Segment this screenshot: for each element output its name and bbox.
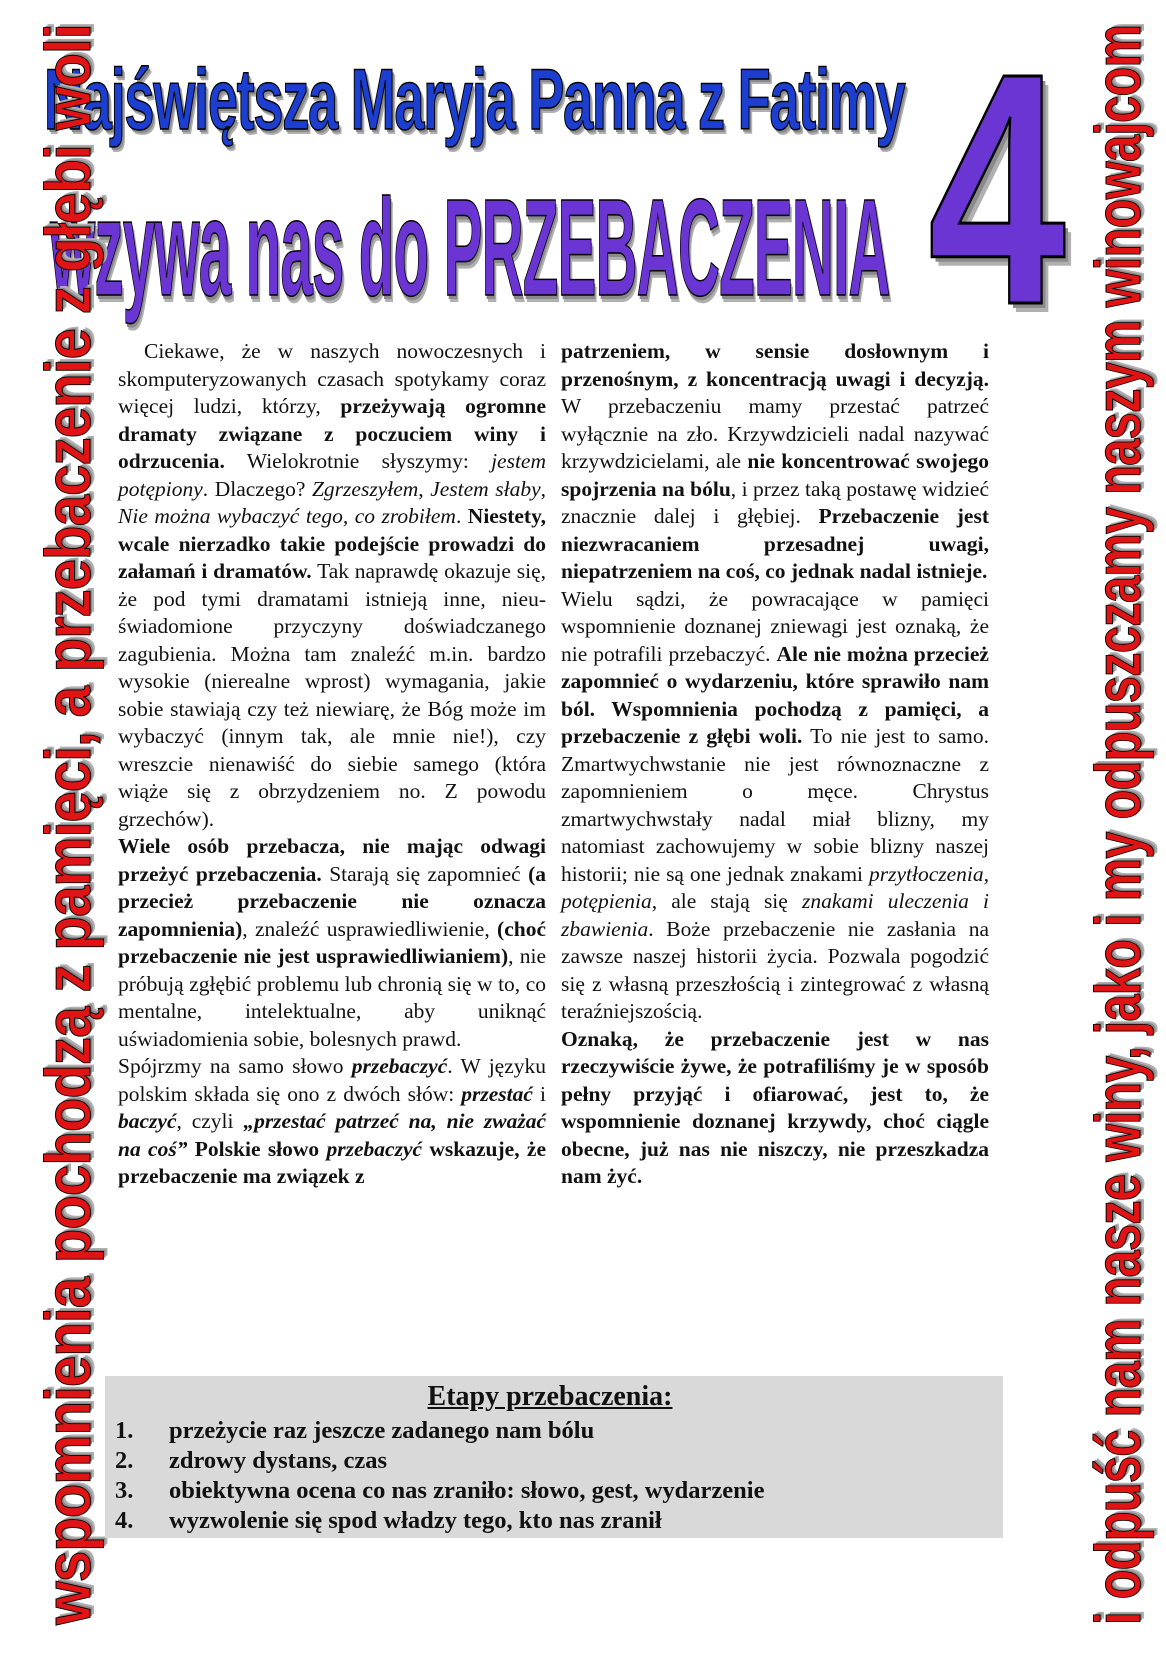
text-run: patrzeniem, w sensie dosłownym i przenośnym, z koncentracją uwagi i decyzją. [561,339,989,391]
page-title-line-2: wzywa nas do PRZEBACZENIA [50,171,890,325]
text-run: przebaczyć [326,1136,423,1161]
text-run: znakami uleczenia i zbawienia [561,889,990,941]
text-run: Zgrzeszyłem [311,476,419,501]
text-run: Wielu sądzi, że powracające w pamięci wspomnienie doznanej zniewagi jest oznaką, że nie potrafili przebaczyć. [561,586,989,666]
text-run: Oznaką, że przebaczenie jest w nas rzeczywiście żywe, że potrafiliśmy je w sposób pełny przyjąć i ofiarować, jest to, że wspomnienie doznanej krzywdy, choć ciągle obecne, już nas nie niszczy, nie przeszkadza nam żyć. [561,1026,989,1188]
text-run: Niestety, wcale nierzadko takie podejście prowadzi do załamań i dramatów. [118,504,547,583]
text-run: Polskie słowo [187,1136,327,1161]
stage-number: 4. [115,1507,134,1534]
text-run: . Dlaczego? [202,476,312,501]
text-run: , czyli [176,1109,244,1133]
text-run: Przebaczenie jest niezwracaniem przesadnej uwagi, niepatrzeniem na coś, co jednak nadal istnieje. [561,504,989,583]
text-run: przeżywają ogromne dramaty związane z poczuciem winy i odrzucenia. [118,394,546,473]
text-run: nie koncentrować swojego spojrzenia na bólu [561,449,989,501]
text-run: Nie można wybaczyć tego, co zrobiłem [118,504,456,528]
stages-title: Etapy przebaczenia: [427,1381,673,1412]
stage-number: 1. [115,1417,134,1444]
text-run: wskazuje, że przebaczenie ma związek z [118,1136,546,1188]
text-run: przebaczyć [351,1054,448,1078]
text-run: i [532,1081,546,1106]
stage-number: 3. [115,1477,134,1504]
stage-text: przeżycie raz jeszcze zadanego nam bólu [169,1417,595,1444]
side-quote-left: wspomnienia pochodzą z pamięci, a przebaczenie z głębi woli [32,24,104,1626]
stage-item [115,1506,985,1536]
text-run: Jestem słaby [430,476,541,501]
text-run: (choć przebaczenie nie jest usprawiedliwianiem) [118,916,546,968]
text-run: , [418,476,431,501]
text-run: przytłoczenia, potępienia [561,861,989,913]
text-run: Wiele osób przebacza, nie mając odwagi przeżyć przebaczenia. [118,834,546,886]
text-run: Tak naprawdę okazuje się, że pod tymi dramatami istnieją inne, nieuświadomione przyczyny doświadczanego zagubienia. Można tam znaleźć m.in. bardzo wysokie (nierealne wprost) wymagania, jakie sobie stawiają czy też niewiarę, że Bóg może im wybaczyć (innym tak, ale mnie nie!), czy wreszcie nienawiść do siebie samego (która wiąże się z obrzydzeniem no. Z powodu grzechów). [118,559,546,831]
text-run: , ale stają się [651,889,802,913]
stage-text: obiektywna ocena co nas zraniło: słowo, gest, wydarzenie [169,1477,765,1504]
article-column-right [561,338,989,1191]
text-run: , [540,476,546,501]
page-title-line-1: Najświętsza Maryja Panna z Fatimy [44,52,905,148]
text-run: przestać [461,1081,533,1106]
text-run: W przebaczeniu mamy przestać patrzeć wyłącznie na zło. Krzywdzicieli nadal nazywać krzywdzicielami, ale [561,394,989,473]
side-quote-right: i odpuść nam nasze winy, jako i my odpuszczamy naszym winowajcom [1082,24,1154,1625]
text-run: . [455,504,468,528]
text-run: Ale nie można przecież zapomnieć o wydarzeniu, które sprawiło nam ból. Wspomnienia pochodzą z pamięci, a przebaczenie z głębi woli. [561,641,989,748]
article-text-left [118,338,546,1191]
text-run: jestem potępiony [118,449,546,501]
text-run: „przestać patrzeć na, nie zważać na coś” [118,1109,546,1161]
text-run: . Boże przebaczenie nie zasłania na zawsze naszej historii życia. Pozwala pogodzić się z własną przeszłością i zintegrować z własną teraźniejszością. [561,916,989,1023]
text-run: baczyć [118,1109,177,1133]
issue-number: 4 [928,4,1066,373]
text-run: Spójrzmy na samo słowo [118,1054,352,1078]
text-run: , nie próbują zgłębić problemu lub chronią się w to, co mentalne, intelektualne, aby uniknąć uświadomienia sobie, bolesnych prawd. [118,944,546,1051]
stage-item [115,1416,985,1446]
text-run: Starają się zapomnieć [321,861,529,886]
article-column-left [118,338,546,1191]
stages-box [105,1376,1003,1538]
stage-item [115,1476,985,1506]
stage-text: zdrowy dystans, czas [169,1447,388,1474]
stage-number: 2. [115,1447,134,1474]
text-run: To nie jest to samo. Zmartwychwstanie nie jest równoznaczne z zapomnieniem o męce. Chrystus zmartwychwstały nadal miał blizny, my natomiast zachowujemy w sobie blizny naszej historii; nie są one jednak znakami [561,724,989,886]
article-text-right [561,338,989,1191]
text-run: . W języku polskim składa się ono z dwóch słów: [118,1054,547,1106]
text-run: Ciekawe, że w naszych nowoczesnych i skomputeryzowanych czasach spotykamy coraz więcej ludzi, którzy, [118,339,546,418]
text-run: , i przez taką postawę widzieć znacznie dalej i głębiej. [561,476,990,528]
stage-item [115,1446,985,1476]
stage-text: wyzwolenie się spod władzy tego, kto nas zranił [169,1507,662,1534]
stages-list [115,1416,985,1536]
text-run: (a przecież przebaczenie nie oznacza zapomnienia) [118,861,546,941]
text-run: Wielokrotnie słyszymy: [224,449,492,473]
text-run: , znaleźć usprawiedliwienie, [242,916,498,941]
